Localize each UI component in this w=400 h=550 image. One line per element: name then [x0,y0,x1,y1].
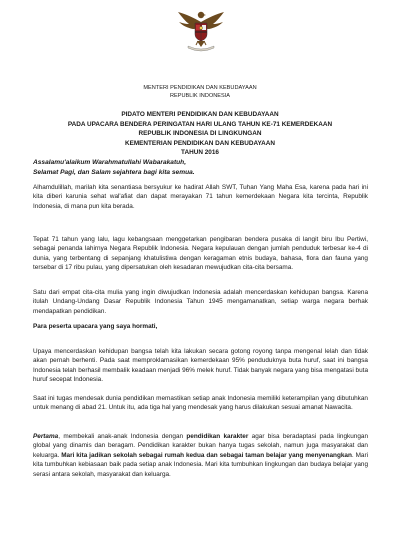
title-line-4: KEMENTERIAN PENDIDIKAN DAN KEBUDAYAAN [124,139,276,147]
paragraph-7 [33,432,368,479]
greeting-line-1: Assalamu'alaikum Warahmatullahi Wabarakatuh, [33,159,187,166]
title-line-2: PADA UPACARA BENDERA PERINGATAN HARI ULANG TAHUN KE-71 KEMERDEKAAN [67,120,333,128]
school-home-emphasis: Mari kita jadikan sekolah sebagai rumah kedua dan sebagai taman belajar yang menyenangkan [61,451,352,459]
paragraph-6: Saat ini tugas mendesak dunia pendidikan memastikan setiap anak Indonesia memiliki keterampilan yang dibutuhkan untuk menang di abad 21. Untuk itu, ada tiga hal yang mendesak yang harus dilakukan sesuai amanat Nawacita. [33,395,368,412]
paragraph-7-text-b: agar bisa beradaptasi pada lingkungan global yang dinamis dan beragam. Pendidikan karakter bukan hanya tugas sekolah, namun juga masyarakat dan keluarga. [33,433,368,459]
first-point-label: Pertama [33,433,59,440]
paragraph-5: Upaya mencerdaskan kehidupan bangsa telah kita lakukan secara gotong royong tanpa mengenal lelah dan tidak akan pernah berhenti. Pada saat memproklamasikan kemerdekaan 95% penduduknya buta huruf, saat ini bangsa Indonesia telah berhasil membalik keadaan menjadi 96% melek huruf. Tidak banyak negara yang bisa mengatasi buta huruf secepat Indonesia. [33,348,368,384]
paragraph-7-text-c: . Mari kita tumbuhkan kebiasaan baik pada setiap anak Indonesia. Mari kita tumbuhkan lingkungan dan budaya belajar yang serasi antara sekolah, masyarakat dan keluarga. [33,451,368,478]
ministry-name: MENTERI PENDIDIKAN DAN KEBUDAYAAN [143,85,257,91]
paragraph-2: Tepat 71 tahun yang lalu, lagu kebangsaan menggetarkan pengibaran bendera pusaka di langit biru Ibu Pertiwi, sebagai penanda lahirnya Negara Republik Indonesia. Negara kepulauan dengan jumlah penduduk terbesar ke-4 di dunia, yang terbentang di sepanjang khatulistiwa dengan keragaman etnis budaya, bahasa, flora dan fauna yang tersebar di 17 ribu pulau, yang dipersatukan oleh kesadaran mewujudkan cita-cita bersama. [33,236,368,272]
ministry-country: REPUBLIK INDONESIA [170,93,230,99]
audience-address: Para peserta upacara yang saya hormati, [33,323,158,330]
speech-title [0,110,400,158]
title-line-1: PIDATO MENTERI PENDIDIKAN DAN KEBUDAYAAN [121,111,279,118]
title-line-5: TAHUN 2016 [181,149,219,157]
greeting-line-2: Selamat Pagi, dan Salam sejahtera bagi kita semua. [33,169,195,176]
garuda-emblem-icon [176,8,226,52]
title-line-3: REPUBLIK INDONESIA DI LINGKUNGAN [138,130,262,138]
character-education-emphasis: pendidikan karakter [186,433,249,440]
greeting [33,158,195,178]
paragraph-7-text-a: , membekali anak-anak Indonesia dengan [58,433,187,440]
paragraph-1: Alhamdulillah, marilah kita senantiasa bersyukur ke hadirat Allah SWT, Tuhan Yang Maha Esa, karena pada hari ini kita diberi karunia sehat wal'afiat dan dapat merayakan 71 tahun kemerdekaan Negara kita tercinta, Republik Indonesia, di mana pun kita berada. [33,184,368,210]
paragraph-3: Satu dari empat cita-cita mulia yang ingin diwujudkan Indonesia adalah mencerdaskan kehidupan bangsa. Karena itulah Undang-Undang Dasar Republik Indonesia Tahun 1945 mengamanatkan, setiap warga negara berhak mendapatkan pendidikan. [33,289,368,315]
